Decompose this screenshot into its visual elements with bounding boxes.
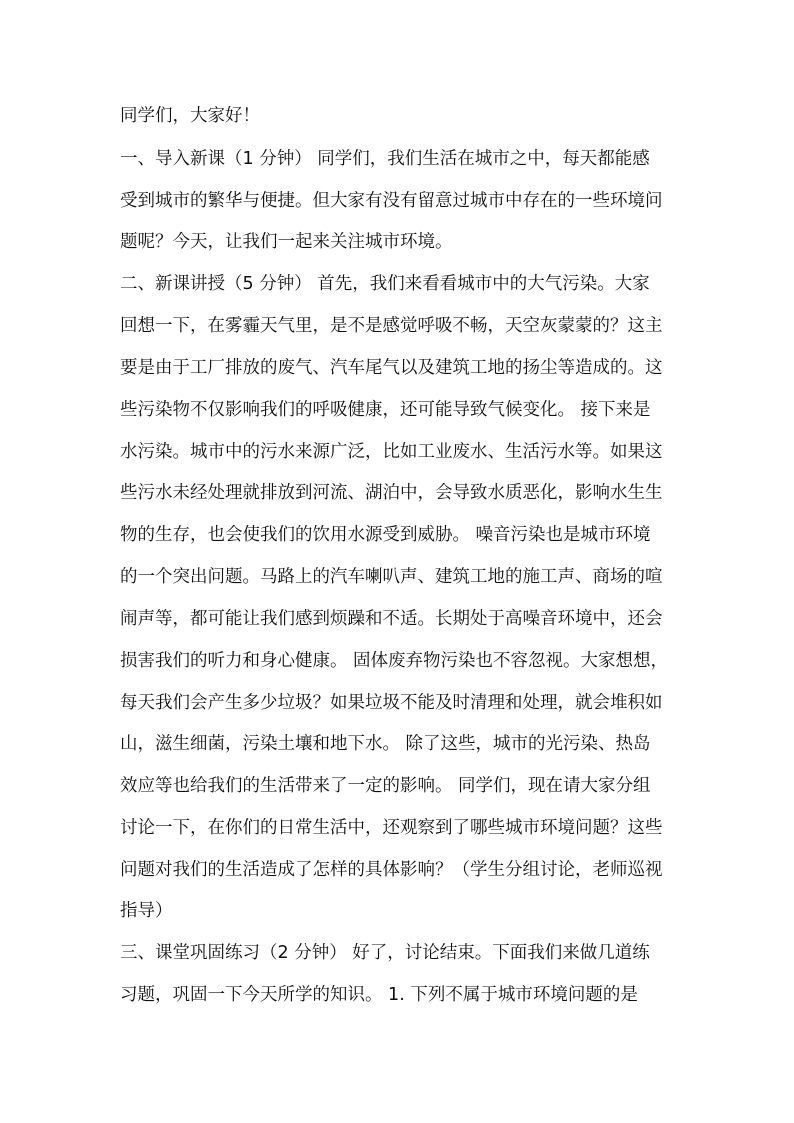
text-line-2: 一、导入新课（1 分钟） 同学们，我们生活在城市之中，每天都能感: [120, 149, 650, 169]
text-line-21: 三、课堂巩固练习（2 分钟） 好了，讨论结束。下面我们来做几道练: [120, 943, 650, 963]
text-line-15: 每天我们会产生多少垃圾？如果垃圾不能及时清理和处理，就会堆积如: [120, 693, 663, 713]
text-line-4: 题呢？今天，让我们一起来关注城市环境。: [120, 232, 453, 252]
text-line-11: 物的生存，也会使我们的饮用水源受到威胁。 噪音污染也是城市环境: [120, 525, 651, 545]
text-line-18: 讨论一下，在你们的日常生活中，还观察到了哪些城市环境问题？这些: [120, 818, 663, 838]
text-line-6: 回想一下，在雾霾天气里，是不是感觉呼吸不畅，天空灰蒙蒙的？这主: [120, 316, 663, 336]
text-line-7: 要是由于工厂排放的废气、汽车尾气以及建筑工地的扬尘等造成的。这: [120, 358, 663, 378]
text-line-17: 效应等也给我们的生活带来了一定的影响。 同学们，现在请大家分组: [120, 776, 651, 796]
text-line-9: 水污染。城市中的污水来源广泛，比如工业废水、生活污水等。如果这: [120, 442, 663, 462]
text-line-3: 受到城市的繁华与便捷。但大家有没有留意过城市中存在的一些环境问: [120, 191, 663, 211]
text-line-12: 的一个突出问题。马路上的汽车喇叭声、建筑工地的施工声、商场的喧: [120, 567, 663, 587]
text-line-16: 山，滋生细菌，污染土壤和地下水。 除了这些，城市的光污染、热岛: [120, 734, 651, 754]
text-line-19: 问题对我们的生活造成了怎样的具体影响？（学生分组讨论，老师巡视: [120, 860, 663, 880]
text-line-8: 些污染物不仅影响我们的呼吸健康，还可能导致气候变化。 接下来是: [120, 400, 651, 420]
text-line-13: 闹声等，都可能让我们感到烦躁和不适。长期处于高噪音环境中，还会: [120, 609, 663, 629]
text-line-20: 指导）: [120, 901, 173, 921]
text-line-1: 同学们，大家好！: [120, 106, 260, 126]
text-line-22: 习题，巩固一下今天所学的知识。 1. 下列不属于城市环境问题的是: [120, 985, 638, 1005]
text-line-5: 二、新课讲授（5 分钟） 首先，我们来看看城市中的大气污染。大家: [120, 274, 650, 294]
text-line-10: 些污水未经处理就排放到河流、湖泊中，会导致水质恶化，影响水生生: [120, 483, 663, 503]
text-line-14: 损害我们的听力和身心健康。 固体废弃物污染也不容忽视。大家想想，: [120, 651, 669, 671]
